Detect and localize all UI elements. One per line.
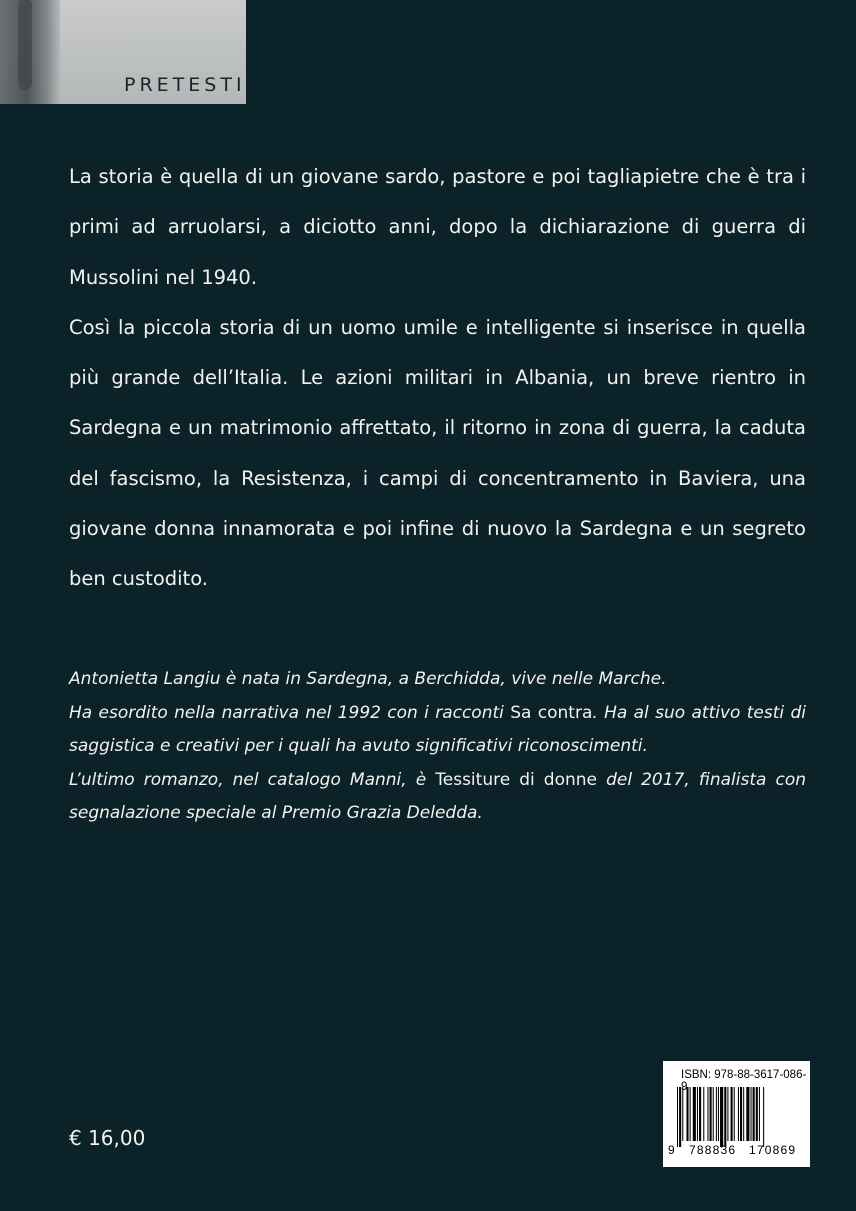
series-label: PRETESTI [124, 74, 246, 96]
barcode-bar [682, 1087, 683, 1141]
barcode-digit-first: 9 [668, 1143, 676, 1157]
barcode-digits-right: 170869 [749, 1143, 797, 1157]
barcode-bar [753, 1087, 755, 1141]
barcode-bar [686, 1087, 688, 1141]
barcode-bar [759, 1087, 760, 1141]
barcode-bar [751, 1087, 752, 1141]
barcode-bar [743, 1087, 744, 1141]
price: € 16,00 [69, 1126, 146, 1150]
barcode-bar [690, 1087, 691, 1141]
series-tile [0, 0, 246, 104]
barcode-bar [763, 1087, 764, 1147]
book-title: Sa contra [510, 702, 593, 723]
barcode-digits-left: 788836 [689, 1143, 737, 1157]
bio-text: . Ha al suo attivo testi di saggistica e creativi per i quali ha avuto significativi riconoscimenti. [69, 702, 806, 756]
barcode-bar [697, 1087, 698, 1141]
synopsis [69, 152, 806, 605]
barcode-bar [740, 1087, 742, 1141]
isbn-text: ISBN: 978-88-3617-086-9 [681, 1069, 807, 1093]
barcode-bar [713, 1087, 714, 1141]
bio-text: L’ultimo romanzo, nel catalogo Manni, è [69, 769, 436, 790]
barcode-bar [679, 1087, 681, 1147]
barcode-bar [727, 1087, 728, 1141]
book-title: Tessiture di donne [435, 769, 598, 790]
barcode-bar [703, 1087, 704, 1141]
cover-photo-fragment [0, 0, 60, 104]
barcode-bar [699, 1087, 701, 1141]
barcode-bar [724, 1087, 726, 1147]
barcode-bar [731, 1087, 733, 1141]
barcode-bar [746, 1087, 749, 1141]
synopsis-paragraph: Così la piccola storia di un uomo umile e intelligente si inserisce in quella più grande dell’Italia. Le azioni militari in Albania, un breve rientro in Sardegna e un matrimonio affrettato, il ritorno in zona di guerra, la caduta del fascismo, la Resistenza, i campi di concentramento in Baviera, una giovane donna innamorata e poi infine di nuovo la Sardegna e un segreto ben custodito. [69, 315, 806, 591]
barcode-bar [707, 1087, 708, 1141]
barcode-bar [710, 1087, 712, 1141]
barcode-bar [734, 1087, 735, 1141]
barcode-bar [720, 1087, 723, 1147]
bio-text: del 2017, finalista con segnalazione speciale al Premio Grazia Deledda. [69, 769, 806, 823]
barcode-bar [756, 1087, 758, 1141]
isbn-barcode [663, 1061, 810, 1167]
bio-line: Antonietta Langiu è nata in Sardegna, a Berchidda, vive nelle Marche. [69, 669, 667, 689]
barcode-bar [677, 1087, 678, 1147]
barcode-bar [693, 1087, 696, 1141]
bio-line [69, 764, 806, 831]
barcode-bar [716, 1087, 717, 1141]
barcode-bar [738, 1087, 739, 1141]
bio-text: Ha esordito nella narrativa nel 1992 con i racconti [69, 702, 511, 723]
bio-line [69, 697, 806, 764]
synopsis-paragraph: La storia è quella di un giovane sardo, pastore e poi tagliapietre che è tra i primi ad arruolarsi, a diciotto anni, dopo la dichiarazione di guerra di Mussolini nel 1940. [69, 165, 806, 289]
barcode-bar [718, 1087, 719, 1141]
author-bio [69, 663, 806, 831]
